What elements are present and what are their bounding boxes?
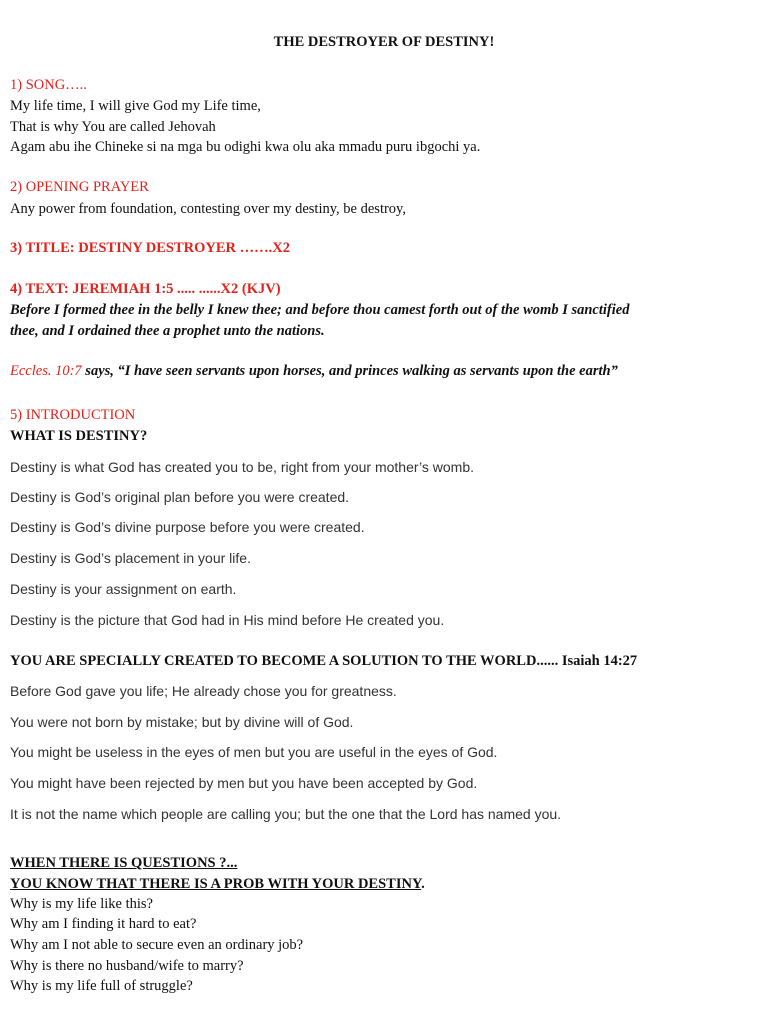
song-line: Agam abu ihe Chineke si na mga bu odighi kwa olu aka mmadu puru ibgochi ya. (10, 139, 481, 155)
question-line: Why am I finding it hard to eat? (10, 916, 197, 932)
verse-line: Before I formed thee in the belly I knew thee; and before thou camest forth out of the womb I sanctified (10, 302, 630, 318)
song-line: My life time, I will give God my Life time, (10, 98, 261, 114)
eccles-line (10, 362, 618, 380)
opening-prayer-heading: 2) OPENING PRAYER (10, 179, 149, 195)
destiny-definition: Destiny is your assignment on earth. (10, 581, 237, 597)
question-line: Why is there no husband/wife to marry? (10, 958, 244, 974)
document-title: THE DESTROYER OF DESTINY! (273, 34, 495, 50)
text-heading: 4) TEXT: JEREMIAH 1:5 ..... ......X2 (KJV) (10, 281, 281, 297)
song-heading: 1) SONG….. (10, 77, 87, 93)
destiny-definition: Destiny is the picture that God had in His mind before He created you. (10, 612, 445, 628)
eccles-quote: says, “I have seen servants upon horses, and princes walking as servants upon the earth” (81, 363, 618, 379)
introduction-subheading: WHAT IS DESTINY? (10, 428, 148, 444)
specially-created-line: It is not the name which people are calling you; but the one that the Lord has named you. (10, 806, 562, 822)
specially-created-line: You were not born by mistake; but by divine will of God. (10, 714, 354, 730)
questions-subheading (10, 875, 425, 893)
destiny-definition: Destiny is God’s placement in your life. (10, 550, 251, 566)
questions-subheading-text: YOU KNOW THAT THERE IS A PROB WITH YOUR DESTINY (10, 876, 422, 892)
verse-line: thee, and I ordained thee a prophet unto the nations. (10, 323, 325, 339)
specially-created-heading: YOU ARE SPECIALLY CREATED TO BECOME A SOLUTION TO THE WORLD...... Isaiah 14:27 (10, 653, 638, 669)
opening-prayer-text: Any power from foundation, contesting over my destiny, be destroy, (10, 201, 406, 217)
destiny-definition: Destiny is God’s divine purpose before you were created. (10, 519, 365, 535)
questions-subheading-period: . (421, 876, 425, 892)
question-line: Why is my life full of struggle? (10, 978, 193, 994)
specially-created-line: You might be useless in the eyes of men but you are useful in the eyes of God. (10, 744, 498, 760)
title-heading: 3) TITLE: DESTINY DESTROYER …….X2 (10, 240, 290, 256)
question-line: Why am I not able to secure even an ordinary job? (10, 937, 304, 953)
specially-created-line: You might have been rejected by men but you have been accepted by God. (10, 775, 478, 791)
specially-created-line: Before God gave you life; He already chose you for greatness. (10, 683, 397, 699)
questions-heading: WHEN THERE IS QUESTIONS ?... (10, 855, 238, 871)
song-line: That is why You are called Jehovah (10, 119, 216, 135)
question-line: Why is my life like this? (10, 896, 153, 912)
eccles-reference: Eccles. 10:7 (10, 363, 82, 379)
introduction-heading: 5) INTRODUCTION (10, 407, 136, 423)
destiny-definition: Destiny is what God has created you to be, right from your mother’s womb. (10, 459, 475, 475)
destiny-definition: Destiny is God’s original plan before you were created. (10, 489, 350, 505)
